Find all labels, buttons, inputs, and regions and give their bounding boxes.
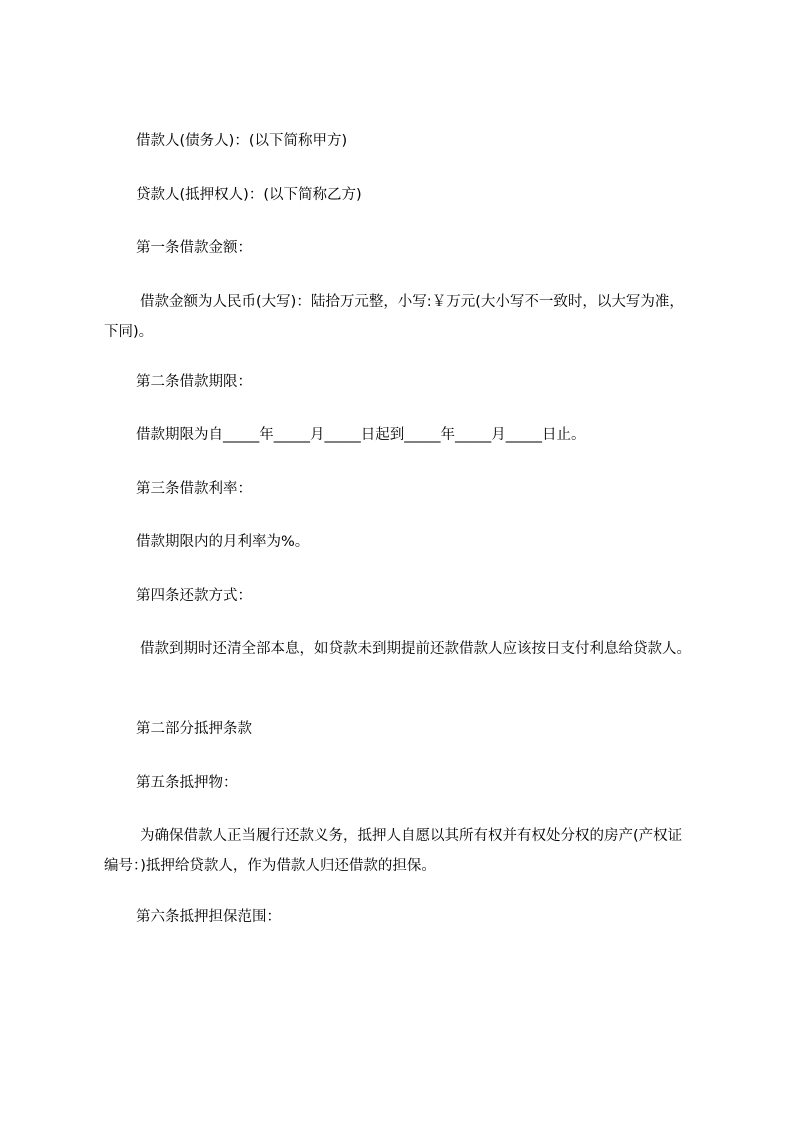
part-2-heading: 第二部分抵押条款 (136, 721, 252, 737)
article-4-body: 借款到期时还清全部本息，如贷款未到期提前还款借款人应该按日支付利息给贷款人。 (140, 641, 691, 657)
article-5-heading: 第五条抵押物： (136, 775, 238, 791)
article-6-heading: 第六条抵押担保范围： (136, 909, 281, 925)
article-1-body: 借款金额为人民币(大写)：陆拾万元整，小写:￥万元(大小写不一致时，以大写为准，下同)。 (104, 294, 684, 340)
lender-line: 贷款人(抵押权人)：(以下简称乙方) (136, 187, 362, 203)
article-1-heading: 第一条借款金额： (136, 240, 252, 256)
article-3-body: 借款期限内的月利率为%。 (136, 534, 310, 550)
article-3-heading: 第三条借款利率： (136, 481, 252, 497)
article-4-heading: 第四条还款方式： (136, 588, 252, 604)
article-2-body: 借款期限为自_____年_____月_____日起到_____年_____月_____日止。 (136, 427, 586, 443)
borrower-line: 借款人(债务人)：(以下简称甲方) (136, 133, 348, 149)
article-5-body: 为确保借款人正当履行还款义务，抵押人自愿以其所有权并有权处分权的房产(产权证编号：)抵押给贷款人，作为借款人归还借款的担保。 (104, 828, 683, 874)
article-2-heading: 第二条借款期限： (136, 374, 252, 390)
